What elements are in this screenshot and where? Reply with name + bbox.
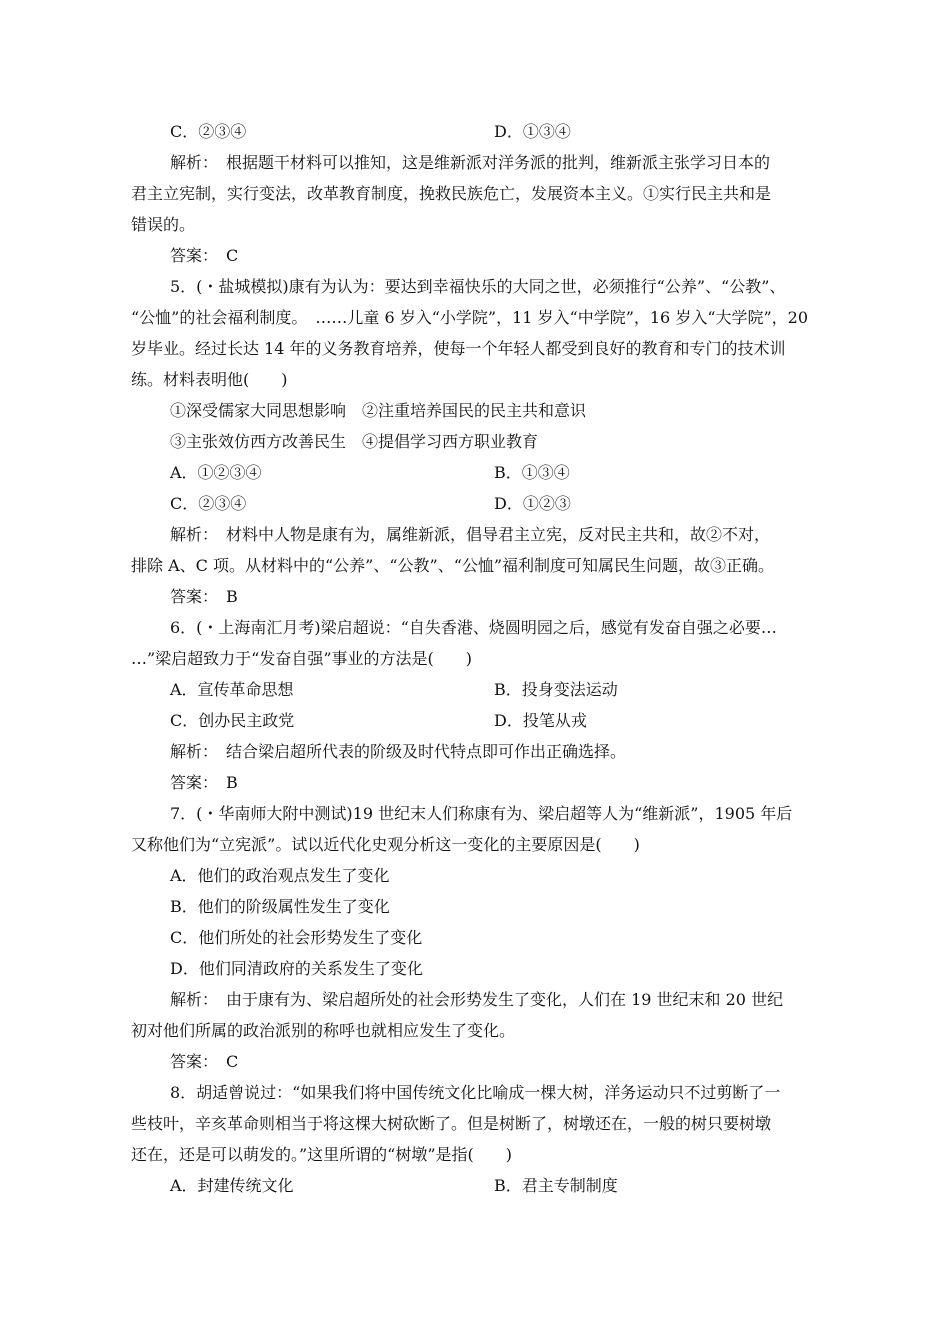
q5-answer: 答案： B <box>170 587 238 606</box>
q7-stem-line-1: 7．(・华南师大附中测试)19 世纪末人们称康有为、梁启超等人为“维新派”，1905 年后 <box>170 804 793 823</box>
q6-analysis: 解析： 结合梁启超所代表的阶级及时代特点即可作出正确选择。 <box>170 742 627 761</box>
q4-options-row-cd <box>0 122 950 142</box>
q6-options-row-cd <box>0 711 950 731</box>
q5-stem-line-4: 练。材料表明他( ) <box>131 370 288 389</box>
q8-option-b: B．君主专制制度 <box>494 1176 618 1195</box>
q4-option-c: C．②③④ <box>170 122 247 141</box>
q5-stem-line-2: “公恤”的社会福利制度。 ……儿童 6 岁入“小学院”，11 岁入“中学院”，16 岁入“大学院”，20 <box>131 308 809 327</box>
q7-option-a: A．他们的政治观点发生了变化 <box>170 866 390 885</box>
q5-statements-line-1: ①深受儒家大同思想影响 ②注重培养国民的民主共和意识 <box>170 401 587 420</box>
q7-stem-line-2: 又称他们为“立宪派”。试以近代化史观分析这一变化的主要原因是( ) <box>131 835 640 854</box>
q8-stem-line-3: 还在，还是可以萌发的。”这里所谓的“树墩”是指( ) <box>131 1145 513 1164</box>
q4-analysis-line-3: 错误的。 <box>131 215 196 234</box>
q6-option-b: B．投身变法运动 <box>494 680 618 699</box>
q6-answer: 答案： B <box>170 773 238 792</box>
q5-option-c: C．②③④ <box>170 494 247 513</box>
q8-stem-line-2: 些枝叶，辛亥革命则相当于将这棵大树砍断了。但是树断了，树墩还在，一般的树只要树墩 <box>131 1114 772 1133</box>
q8-options-row-ab <box>0 1176 950 1196</box>
q5-option-b: B．①③④ <box>494 463 570 482</box>
q5-option-a: A．①②③④ <box>170 463 262 482</box>
q5-option-d: D．①②③ <box>494 494 571 513</box>
q5-analysis-line-1: 解析： 材料中人物是康有为，属维新派，倡导君主立宪，反对民主共和，故②不对， <box>170 525 771 544</box>
q7-answer: 答案： C <box>170 1052 239 1071</box>
q7-analysis-line-1: 解析： 由于康有为、梁启超所处的社会形势发生了变化，人们在 19 世纪末和 20 世纪 <box>170 990 784 1009</box>
q6-stem-line-2: …”梁启超致力于“发奋自强”事业的方法是( ) <box>131 649 473 668</box>
q6-options-row-ab <box>0 680 950 700</box>
q6-stem-line-1: 6．(・上海南汇月考)梁启超说：“自失香港、烧圆明园之后，感觉有发奋自强之必要… <box>170 618 777 637</box>
q6-option-d: D．投笔从戎 <box>494 711 587 730</box>
q5-analysis-line-2: 排除 A、C 项。从材料中的“公养”、“公教”、“公恤”福利制度可知属民生问题，故③正确。 <box>131 556 775 575</box>
q4-answer: 答案： C <box>170 246 239 265</box>
q7-option-d: D．他们同清政府的关系发生了变化 <box>170 959 423 978</box>
q8-option-a: A．封建传统文化 <box>170 1176 294 1195</box>
q5-stem-line-1: 5．(・盐城模拟)康有为认为：要达到幸福快乐的大同之世，必须推行“公养”、“公教”、 <box>170 277 786 296</box>
q5-statements-line-2: ③主张效仿西方改善民生 ④提倡学习西方职业教育 <box>170 432 539 451</box>
q8-stem-line-1: 8．胡适曾说过：“如果我们将中国传统文化比喻成一棵大树，洋务运动只不过剪断了一 <box>170 1083 781 1102</box>
q6-option-c: C．创办民主政党 <box>170 711 295 730</box>
q4-analysis-line-2: 君主立宪制，实行变法，改革教育制度，挽救民族危亡，发展资本主义。①实行民主共和是 <box>131 184 772 203</box>
q5-options-row-ab <box>0 463 950 483</box>
q6-option-a: A．宣传革命思想 <box>170 680 294 699</box>
q5-options-row-cd <box>0 494 950 514</box>
q4-option-d: D．①③④ <box>494 122 571 141</box>
q5-stem-line-3: 岁毕业。经过长达 14 年的义务教育培养，使每一个年轻人都受到良好的教育和专门的技术训 <box>131 339 786 358</box>
q7-analysis-line-2: 初对他们所属的政治派别的称呼也就相应发生了变化。 <box>131 1021 516 1040</box>
q7-option-b: B．他们的阶级属性发生了变化 <box>170 897 390 916</box>
q7-option-c: C．他们所处的社会形势发生了变化 <box>170 928 423 947</box>
q4-analysis-line-1: 解析： 根据题干材料可以推知，这是维新派对洋务派的批判，维新派主张学习日本的 <box>170 153 771 172</box>
